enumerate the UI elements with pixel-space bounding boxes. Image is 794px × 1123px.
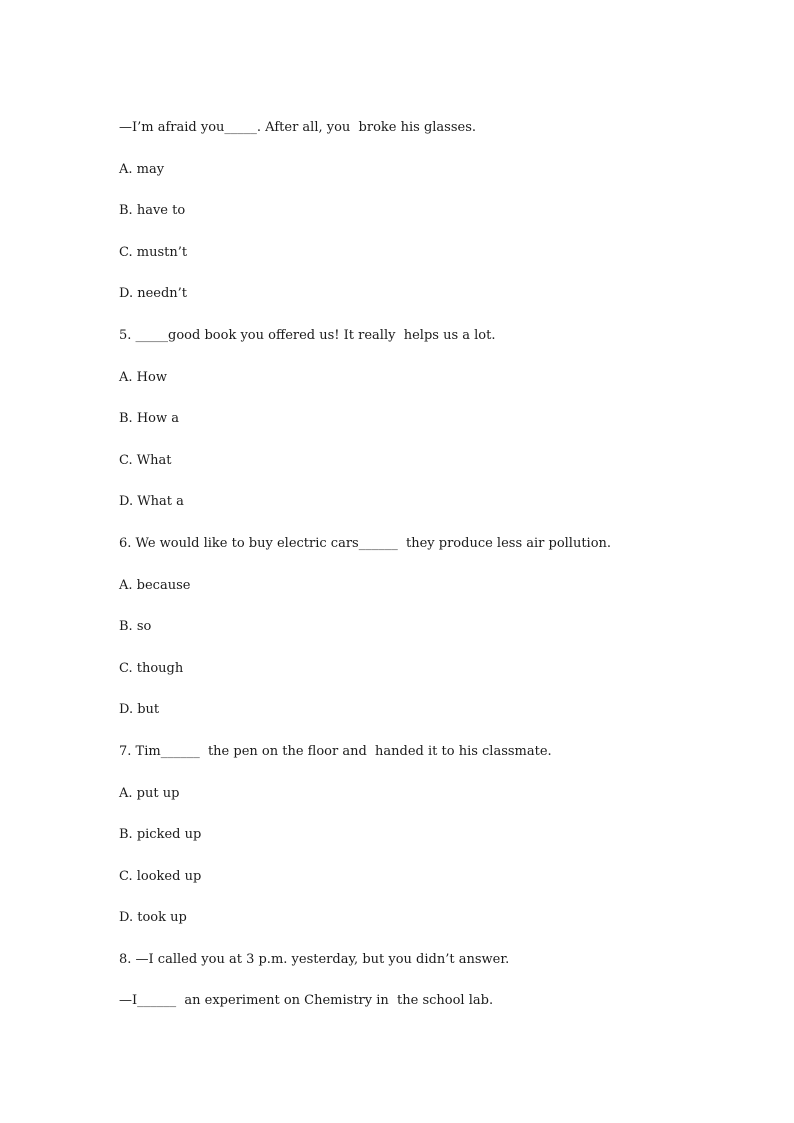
question-5-option-a: A. How [119,369,167,385]
question-5-option-b: B. How a [119,411,179,427]
question-8-reply-text: —I______ an experiment on Chemistry in the school lab. [119,993,494,1009]
question-6-option-a: A. because [119,577,191,593]
question-7-option-d: D. took up [119,910,187,926]
document-content [119,118,719,1033]
question-4-option-d: D. needn’t [119,286,188,302]
question-5-option-c: C. What [119,452,172,468]
question-5-text: 5. _____good book you offered us! It really helps us a lot. [119,327,496,343]
question-4-reply-text: —I’m afraid you_____. After all, you broke his glasses. [119,120,477,135]
question-6-option-c: C. though [119,660,184,676]
question-5-option-d: D. What a [119,494,184,510]
question-7-text: 7. Tim______ the pen on the floor and handed it to his classmate. [119,743,552,759]
question-4-option-c: C. mustn’t [119,244,188,260]
question-6-option-b: B. so [119,619,152,635]
question-4-option-b: B. have to [119,203,186,219]
question-7-option-a: A. put up [119,785,180,801]
question-8-text: 8. —I called you at 3 p.m. yesterday, but you didn’t answer. [119,951,510,967]
question-6-text: 6. We would like to buy electric cars______ they produce less air pollution. [119,535,612,551]
question-7-option-c: C. looked up [119,868,202,884]
question-6-option-d: D. but [119,702,160,718]
question-4-option-a: A. may [119,161,165,177]
question-7-option-b: B. picked up [119,827,202,843]
